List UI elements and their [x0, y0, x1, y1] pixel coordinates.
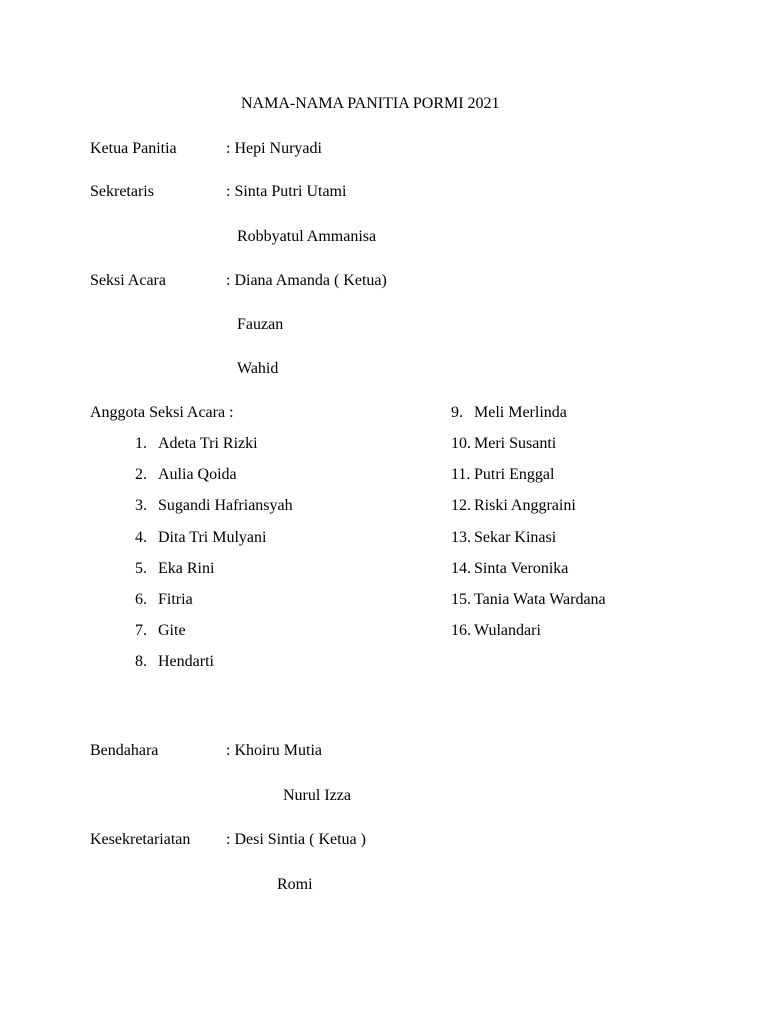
- ketua-panitia-name: : Hepi Nuryadi: [226, 140, 322, 157]
- list-item-number: 16.: [451, 622, 471, 639]
- ketua-panitia-label: Ketua Panitia: [90, 140, 177, 157]
- list-item-number: 5.: [135, 560, 147, 577]
- list-item: Sekar Kinasi: [474, 529, 557, 546]
- list-item-number: 11.: [451, 466, 471, 483]
- list-item: Aulia Qoida: [158, 466, 237, 483]
- list-item-number: 15.: [451, 591, 471, 608]
- list-item-number: 2.: [135, 466, 147, 483]
- list-item-number: 8.: [135, 653, 147, 670]
- list-item-number: 10.: [451, 435, 471, 452]
- list-item: Adeta Tri Rizki: [158, 435, 258, 452]
- list-item: Eka Rini: [158, 560, 215, 577]
- list-item: Wulandari: [474, 622, 541, 639]
- sekretaris-name: Robbyatul Ammanisa: [237, 228, 377, 245]
- list-item-number: 9.: [451, 404, 463, 421]
- list-item-number: 14.: [451, 560, 471, 577]
- kesekretariatan-label: Kesekretariatan: [90, 831, 191, 848]
- seksi-acara-name: : Diana Amanda ( Ketua): [226, 272, 387, 289]
- list-item: Fitria: [158, 591, 193, 608]
- anggota-seksi-acara-label: Anggota Seksi Acara :: [90, 404, 234, 421]
- bendahara-name: : Khoiru Mutia: [226, 742, 322, 759]
- list-item: Sugandi Hafriansyah: [158, 497, 293, 514]
- list-item: Putri Enggal: [474, 466, 555, 483]
- sekretaris-name: : Sinta Putri Utami: [226, 183, 347, 200]
- list-item-number: 7.: [135, 622, 147, 639]
- kesekretariatan-name: Romi: [277, 876, 313, 893]
- list-item-number: 13.: [451, 529, 471, 546]
- list-item: Hendarti: [158, 653, 214, 670]
- page-title: NAMA-NAMA PANITIA PORMI 2021: [241, 95, 500, 112]
- bendahara-name: Nurul Izza: [283, 787, 351, 804]
- list-item-number: 4.: [135, 529, 147, 546]
- bendahara-label: Bendahara: [90, 742, 159, 759]
- list-item-number: 6.: [135, 591, 147, 608]
- list-item: Riski Anggraini: [474, 497, 576, 514]
- kesekretariatan-name: : Desi Sintia ( Ketua ): [226, 831, 366, 848]
- list-item: Meli Merlinda: [474, 404, 567, 421]
- list-item: Gite: [158, 622, 186, 639]
- seksi-acara-name: Wahid: [237, 360, 279, 377]
- list-item-number: 12.: [451, 497, 471, 514]
- list-item-number: 1.: [135, 435, 147, 452]
- list-item-number: 3.: [135, 497, 147, 514]
- list-item: Sinta Veronika: [474, 560, 569, 577]
- sekretaris-label: Sekretaris: [90, 183, 154, 200]
- list-item: Meri Susanti: [474, 435, 557, 452]
- list-item: Dita Tri Mulyani: [158, 529, 267, 546]
- list-item: Tania Wata Wardana: [474, 591, 606, 608]
- seksi-acara-name: Fauzan: [237, 316, 284, 333]
- seksi-acara-label: Seksi Acara: [90, 272, 166, 289]
